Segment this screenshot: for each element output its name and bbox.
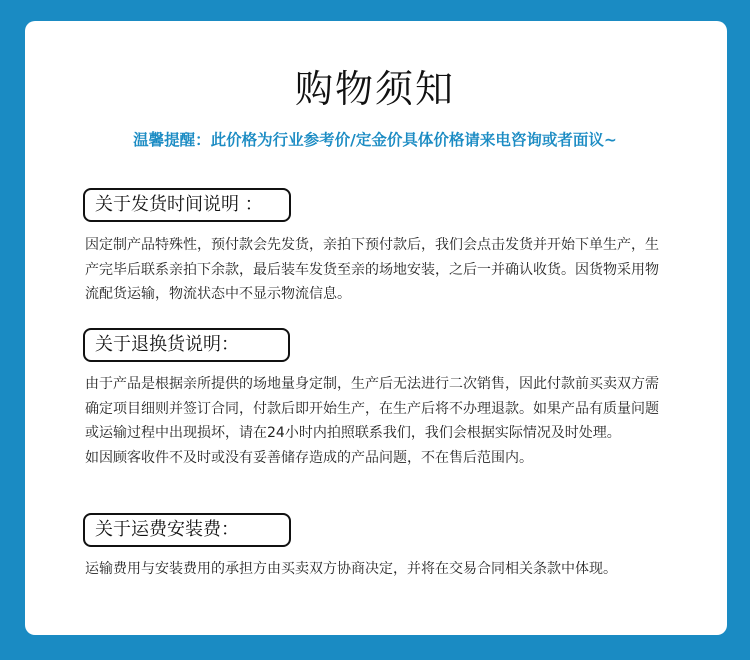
reminder-text: 温馨提醒：此价格为行业参考价/定金价具体价格请来电咨询或者面议~ — [133, 131, 617, 149]
paragraph: 由于产品是根据亲所提供的场地量身定制，生产后无法进行二次销售，因此付款前买卖双方需确定项目细则并签订合同，付款后即开始生产，在生产后将不办理退款。如果产品有质量问题或运输过程中出现损坏，请在24小时内拍照联系我们，我们会根据实际情况及时处理。 — [85, 376, 659, 441]
paragraph: 运输费用与安装费用的承担方由买卖双方协商决定，并将在交易合同相关条款中体现。 — [85, 561, 617, 577]
page-title: 购物须知 — [294, 67, 455, 111]
section-label-shipping: 关于发货时间说明 ： — [83, 188, 291, 222]
section-label-returns: 关于退换货说明： — [83, 328, 290, 362]
paragraph: 因定制产品特殊性，预付款会先发货，亲拍下预付款后，我们会点击发货并开始下单生产，生产完毕后联系亲拍下余款，最后装车发货至亲的场地安装，之后一并确认收货。因货物采用物流配货运输，物流状态中不显示物流信息。 — [85, 237, 659, 302]
section-body-returns — [85, 372, 670, 470]
section-label-fees: 关于运费安装费： — [83, 513, 291, 547]
section-body-shipping — [85, 233, 670, 307]
paragraph: 如因顾客收件不及时或没有妥善储存造成的产品问题，不在售后范围内。 — [85, 449, 533, 466]
section-body-fees — [85, 557, 670, 582]
